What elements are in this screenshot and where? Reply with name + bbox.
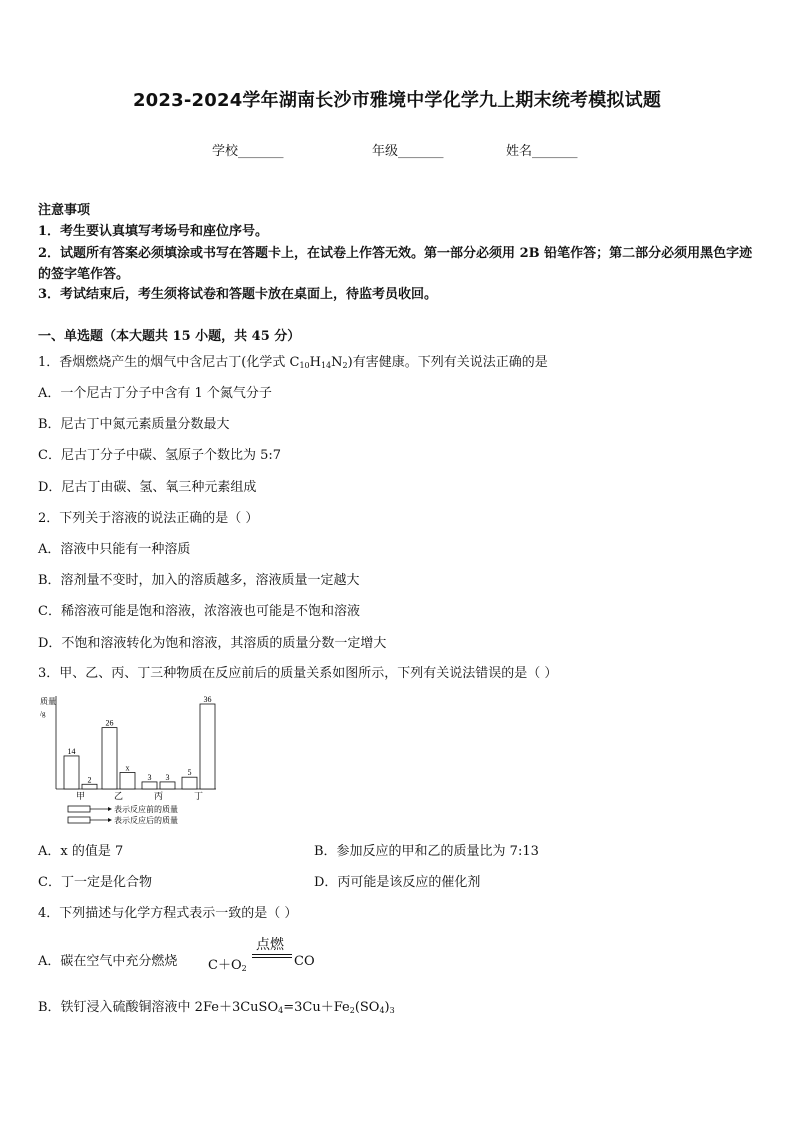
data-label: 36 [203,695,212,704]
equation-right: CO [294,954,315,969]
bar-after [120,772,135,789]
bar-before [64,756,79,789]
option-a: A．x 的值是 7 [38,844,124,859]
note-item: 2．试题所有答案必须填涂或书写在答题卡上，在试卷上作答无效。第一部分必须用 2B 铅笔作答；第二部分必须用黑色字迹的签字笔作答。 [38,246,753,282]
legend-swatch [68,817,90,823]
equation-left: $C+O_2$ [208,958,247,973]
data-label: x [125,763,130,773]
data-label: 3 [147,772,152,782]
legend-label: 表示反应前的质量 [114,805,178,814]
section-heading: 一、单选题（本大题共 15 小题，共 45 分） [38,329,301,344]
option-d: D．尼古丁由碳、氢、氧三种元素组成 [38,480,257,495]
note-item: 1．考生要认真填写考场号和座位序号。 [38,224,269,239]
option-a: A．溶液中只能有一种溶质 [38,542,191,557]
bar-after [82,784,97,789]
bar-before [182,777,197,789]
x-tick-label: 丙 [153,791,164,801]
option-b: B．尼古丁中氮元素质量分数最大 [38,417,230,432]
legend-swatch [68,806,90,812]
option-c: C．丁一定是化合物 [38,875,152,890]
option-d: D．丙可能是该反应的催化剂 [314,875,481,890]
y-axis-unit: /g [40,710,46,718]
data-label: 3 [165,772,170,782]
option-c: C．尼古丁分子中碳、氢原子个数比为 5:7 [38,448,282,463]
legend-arrowhead [108,818,112,822]
equation-a [208,934,328,974]
page-title: 2023-2024学年湖南长沙市雅境中学化学九上期末统考模拟试题 [132,90,662,111]
bar-after [200,704,215,789]
option-b: B．参加反应的甲和乙的质量比为 7:13 [314,844,539,859]
option-c: C．稀溶液可能是饱和溶液，浓溶液也可能是不饱和溶液 [38,604,360,619]
option-b: B．铁钉浸入硫酸铜溶液中 $2Fe+3CuSO_4=3Cu+Fe_2(SO_4)_3$ [38,1000,395,1015]
y-axis-label: 质量 [40,697,56,706]
equation-bar [252,954,292,955]
data-label: 5 [187,768,192,778]
bar-before [142,782,157,789]
x-tick-label: 乙 [113,791,124,801]
school-field: 学校_______ [212,144,284,159]
data-label: 14 [67,746,76,756]
question-4-stem: 4．下列描述与化学方程式表示一致的是（ ） [38,906,298,921]
question-1-stem: 1．香烟燃烧产生的烟气中含尼古丁(化学式 $C_{10}H_{14}N_2$)有害健康。下列有关说法正确的是 [38,355,548,370]
grade-field: 年级_______ [372,144,444,159]
question-2-stem: 2．下列关于溶液的说法正确的是（ ） [38,511,259,526]
question-3-stem: 3．甲、乙、丙、丁三种物质在反应前后的质量关系如图所示，下列有关说法错误的是（ ） [38,666,558,681]
notes-heading: 注意事项 [38,203,91,218]
option-a: A．一个尼古丁分子中含有 1 个氮气分子 [38,386,272,401]
legend-arrowhead [108,807,112,811]
data-label: 26 [105,718,114,728]
legend-label: 表示反应后的质量 [114,816,178,825]
option-b: B．溶剂量不变时，加入的溶质越多，溶液质量一定越大 [38,573,360,588]
equation-bar [252,957,292,958]
option-d: D．不饱和溶液转化为饱和溶液，其溶质的质量分数一定增大 [38,636,387,651]
name-field: 姓名_______ [506,144,578,159]
bar-after [160,782,175,789]
data-label: 2 [87,775,92,785]
mass-bar-chart [38,694,228,834]
option-a: A．碳在空气中充分燃烧 [38,954,178,969]
x-tick-label: 丁 [193,791,204,801]
note-item: 3．考试结束后，考生须将试卷和答题卡放在桌面上，待监考员收回。 [38,287,438,302]
x-tick-label: 甲 [75,791,86,801]
bar-before [102,728,117,789]
condition-label: 点燃 [256,937,284,953]
